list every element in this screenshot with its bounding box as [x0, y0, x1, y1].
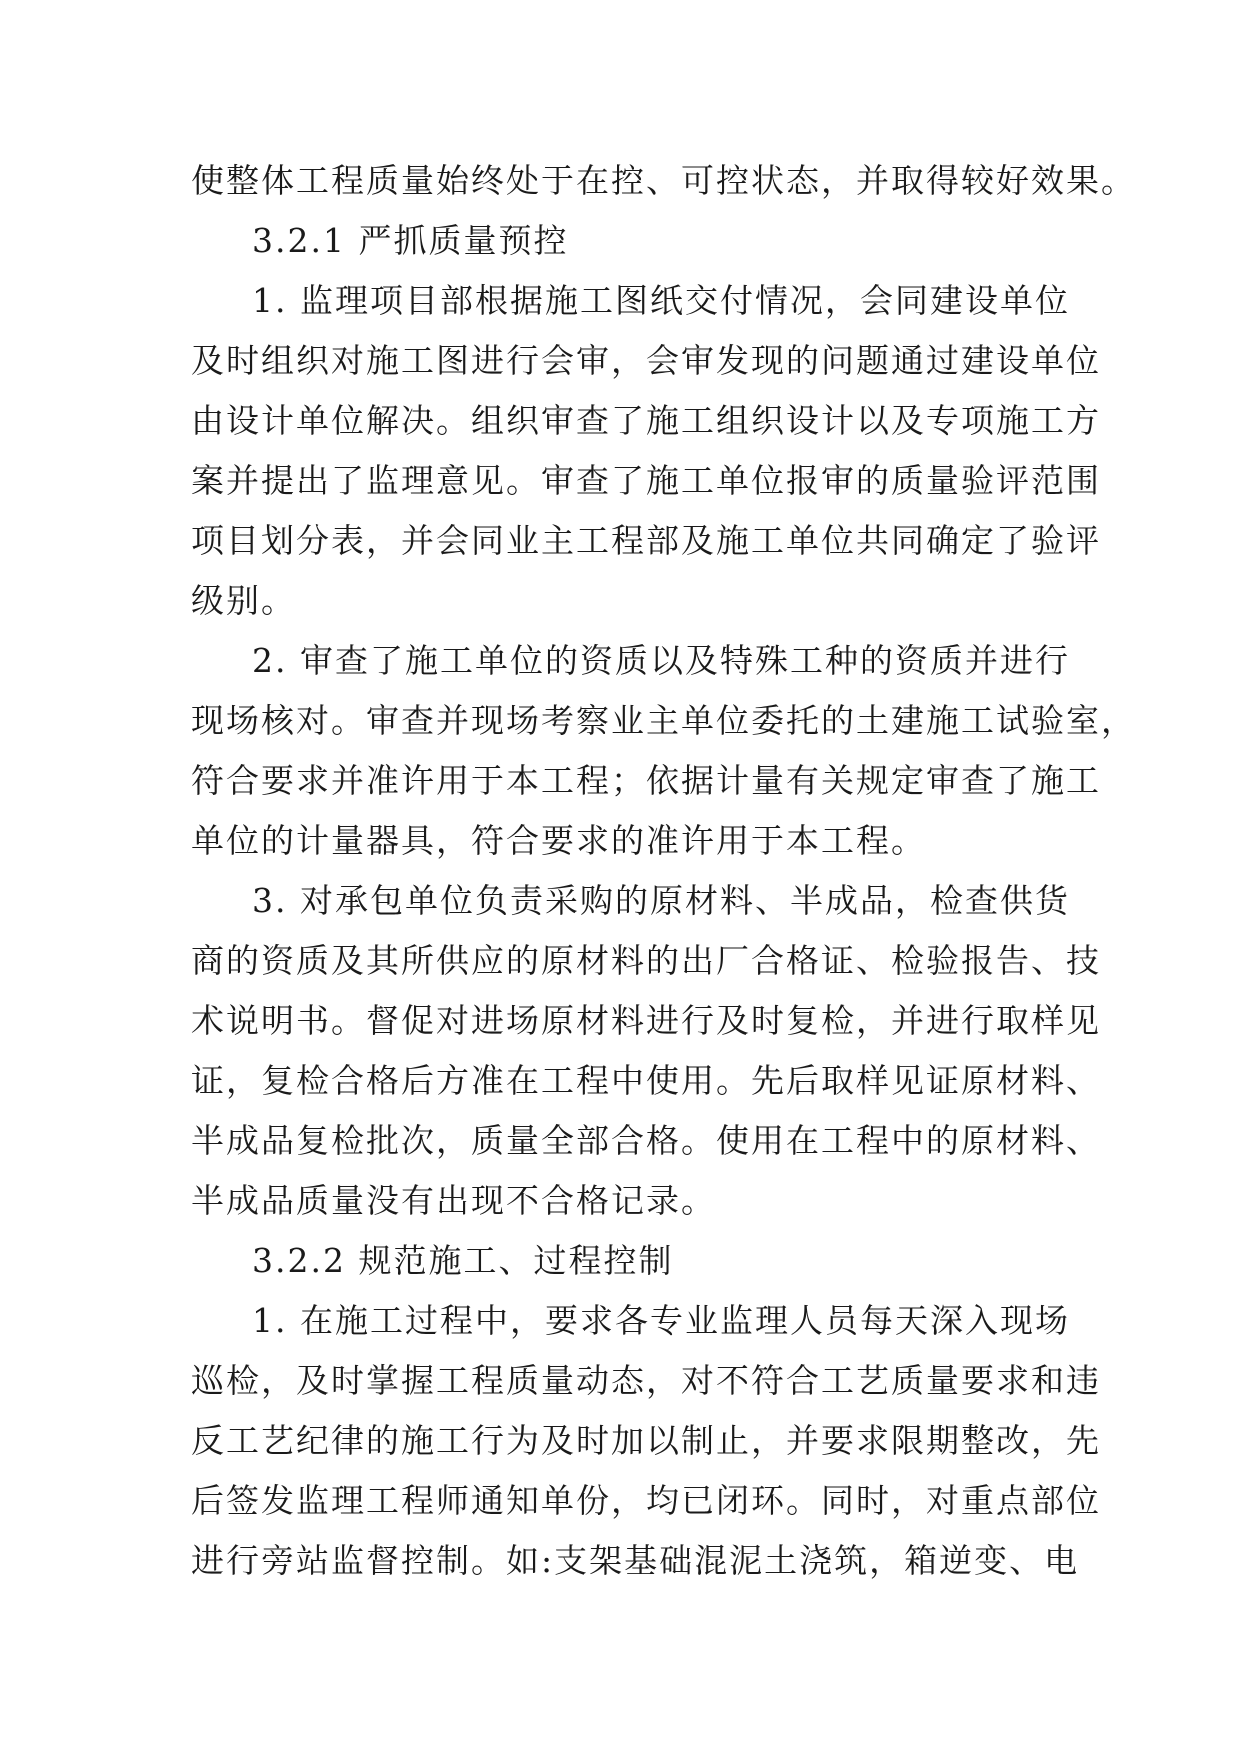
text-line: 案并提出了监理意见。审查了施工单位报审的质量验评范围	[191, 461, 1101, 500]
text-line: 2. 审查了施工单位的资质以及特殊工种的资质并进行	[252, 641, 1070, 680]
section-heading: 3.2.2 规范施工、过程控制	[252, 1241, 674, 1280]
text-line: 现场核对。审查并现场考察业主单位委托的土建施工试验室，	[191, 701, 1136, 740]
text-line: 及时组织对施工图进行会审，会审发现的问题通过建设单位	[191, 341, 1101, 380]
text-line: 项目划分表，并会同业主工程部及施工单位共同确定了验评	[191, 521, 1101, 560]
text-line: 巡检，及时掌握工程质量动态，对不符合工艺质量要求和违	[191, 1361, 1101, 1400]
section-heading: 3.2.1 严抓质量预控	[252, 221, 569, 260]
text-line: 单位的计量器具，符合要求的准许用于本工程。	[191, 821, 926, 860]
text-line: 符合要求并准许用于本工程；依据计量有关规定审查了施工	[191, 761, 1101, 800]
text-line: 半成品复检批次，质量全部合格。使用在工程中的原材料、	[191, 1121, 1101, 1160]
text-line: 使整体工程质量始终处于在控、可控状态，并取得较好效果。	[191, 161, 1136, 200]
text-line: 1. 在施工过程中，要求各专业监理人员每天深入现场	[252, 1301, 1070, 1340]
text-line: 进行旁站监督控制。如:支架基础混泥土浇筑，箱逆变、电	[191, 1541, 1080, 1580]
text-line: 3. 对承包单位负责采购的原材料、半成品，检查供货	[252, 881, 1070, 920]
text-line: 后签发监理工程师通知单份，均已闭环。同时，对重点部位	[191, 1481, 1101, 1520]
text-line: 由设计单位解决。组织审查了施工组织设计以及专项施工方	[191, 401, 1101, 440]
text-line: 商的资质及其所供应的原材料的出厂合格证、检验报告、技	[191, 941, 1101, 980]
text-line: 反工艺纪律的施工行为及时加以制止，并要求限期整改，先	[191, 1421, 1101, 1460]
text-line: 1. 监理项目部根据施工图纸交付情况，会同建设单位	[252, 281, 1070, 320]
text-line: 证，复检合格后方准在工程中使用。先后取样见证原材料、	[191, 1061, 1101, 1100]
text-line: 半成品质量没有出现不合格记录。	[191, 1181, 716, 1220]
text-line: 级别。	[191, 581, 296, 620]
text-line: 术说明书。督促对进场原材料进行及时复检，并进行取样见	[191, 1001, 1101, 1040]
